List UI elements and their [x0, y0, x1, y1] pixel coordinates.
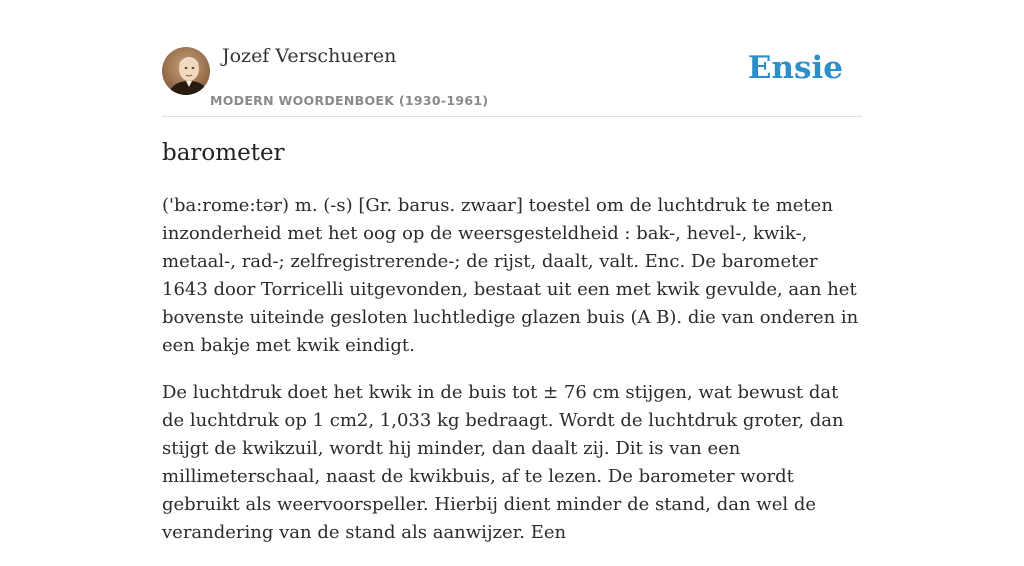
- author-avatar[interactable]: [162, 47, 210, 95]
- brand-logo[interactable]: Ensie: [747, 50, 843, 86]
- entry-card: [162, 0, 862, 543]
- source-title[interactable]: MODERN WOORDENBOEK (1930-1961): [210, 93, 489, 108]
- author-name[interactable]: Jozef Verschueren: [222, 45, 397, 67]
- author-portrait-icon: [162, 47, 210, 95]
- entry-paragraph: De luchtdruk doet het kwik in de buis tot ± 76 cm stijgen, wat bewust dat de luchtdruk op 1 cm2, 1,033 kg bedraagt. Wordt de luchtdruk groter, dan stijgt de kwikzuil, wordt hij minder, dan daalt zij. Dit is van een millimeterschaal, naast de kwikbuis, af te lezen. De barometer wordt gebruikt als weervoorspeller. Hierbij dient minder de stand, dan wel de verandering van de stand als aanwijzer. Een: [162, 382, 844, 543]
- entry-header: [162, 0, 862, 117]
- entry-paragraph: ('ba:rome:tər) m. (-s) [Gr. barus. zwaar] toestel om de luchtdruk te meten inzonderheid met het oog op de weersgesteldheid : bak-, hevel-, kwik-, metaal-, rad-; zelfregistrerende-; de rijst, daalt, valt. Enc. De barometer 1643 door Torricelli uitgevonden, bestaat uit een met kwik gevulde, aan het bovenste uiteinde gesloten luchtledige glazen buis (A B). die van onderen in een bakje met kwik eindigt.: [162, 195, 859, 356]
- entry-term: barometer: [162, 140, 285, 166]
- entry-body: [162, 192, 862, 566]
